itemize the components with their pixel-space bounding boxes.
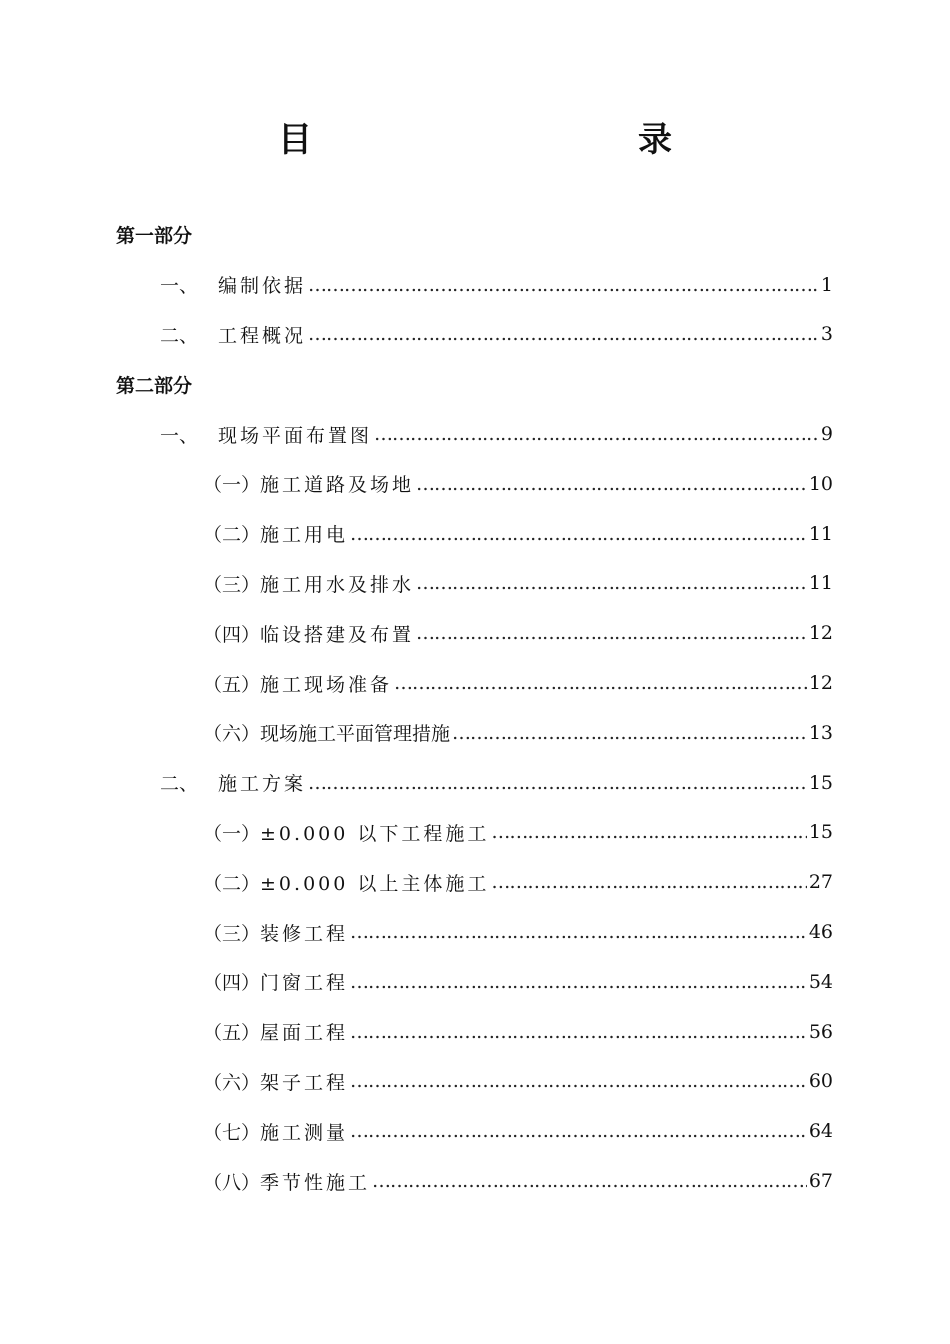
toc-entry[interactable] xyxy=(0,1106,950,1156)
toc-entry-title: 施工测量 xyxy=(260,1121,349,1144)
toc-entry-page: 13 xyxy=(808,721,833,744)
toc-dot-leader xyxy=(416,473,807,495)
toc-entry-number: （六） xyxy=(203,723,261,746)
toc-entry-number: （四） xyxy=(203,623,261,646)
toc-entry-title: ±0.000 以下工程施工 xyxy=(260,822,490,845)
toc-entry-title: 季节性施工 xyxy=(260,1171,371,1194)
toc-entry-number: （五） xyxy=(203,673,261,696)
toc-entry-page: 15 xyxy=(808,821,833,844)
toc-entry-title: 门窗工程 xyxy=(260,972,349,995)
toc-dot-leader xyxy=(350,971,807,993)
toc-entry-page: 15 xyxy=(808,771,833,794)
toc-entry[interactable] xyxy=(0,808,950,858)
toc-entry[interactable] xyxy=(0,310,950,360)
toc-entry-page: 56 xyxy=(808,1020,833,1043)
toc-entry[interactable] xyxy=(0,1156,950,1206)
toc-entry-title: 施工现场准备 xyxy=(260,673,393,696)
toc-entry-page: 11 xyxy=(808,522,833,545)
toc-entry-title: 施工方案 xyxy=(218,773,307,796)
toc-entry-page: 9 xyxy=(820,423,833,446)
toc-entry[interactable] xyxy=(0,907,950,957)
toc-entry-title: 编制依据 xyxy=(218,275,307,298)
toc-dot-leader xyxy=(350,523,807,545)
toc-entry-number: （二） xyxy=(203,872,261,895)
toc-entry-page: 60 xyxy=(808,1070,833,1093)
toc-entry[interactable] xyxy=(0,1057,950,1107)
toc-entry-number: （八） xyxy=(203,1171,261,1194)
toc-entry-title: ±0.000 以上主体施工 xyxy=(260,872,490,895)
toc-entry-number: 二、 xyxy=(160,773,199,796)
toc-dot-leader xyxy=(416,572,807,594)
toc-entry[interactable] xyxy=(0,758,950,808)
toc-entry-title: 现场施工平面管理措施 xyxy=(260,723,451,746)
toc-entry-page: 10 xyxy=(808,472,833,495)
toc-entry-title: 施工用电 xyxy=(260,524,349,547)
toc-entry-title: 装修工程 xyxy=(260,922,349,945)
toc-dot-leader xyxy=(491,821,806,843)
toc-dot-leader xyxy=(350,921,807,943)
toc-dot-leader xyxy=(350,1021,807,1043)
toc-entry-page: 3 xyxy=(820,323,833,346)
toc-part-heading: 第一部分 xyxy=(116,225,193,248)
toc-entry-title: 现场平面布置图 xyxy=(218,424,373,447)
toc-entry-title: 施工道路及场地 xyxy=(260,474,415,497)
toc-entry-number: 一、 xyxy=(160,424,199,447)
toc-dot-leader xyxy=(308,274,819,296)
toc-entry-title: 临设搭建及布置 xyxy=(260,623,415,646)
toc-entry-title: 工程概况 xyxy=(218,324,307,347)
toc-entry-page: 67 xyxy=(808,1170,833,1193)
toc-dot-leader xyxy=(308,323,819,345)
toc-entry[interactable] xyxy=(0,409,950,459)
toc-entry[interactable] xyxy=(0,857,950,907)
toc-dot-leader xyxy=(350,1120,807,1142)
toc-entry-number: （二） xyxy=(203,524,261,547)
toc-dot-leader xyxy=(452,722,807,744)
toc-entry-page: 64 xyxy=(808,1120,833,1143)
toc-entry-number: （七） xyxy=(203,1121,261,1144)
toc-entry[interactable] xyxy=(0,260,950,310)
toc-dot-leader xyxy=(416,622,807,644)
toc-entry-title: 屋面工程 xyxy=(260,1022,349,1045)
toc-entry[interactable] xyxy=(0,608,950,658)
toc-entry-number: （五） xyxy=(203,1022,261,1045)
toc-dot-leader xyxy=(308,772,807,794)
toc-entry-number: （三） xyxy=(203,922,261,945)
toc-entry-number: （四） xyxy=(203,972,261,995)
toc-dot-leader xyxy=(350,1070,807,1092)
toc-entry[interactable] xyxy=(0,559,950,609)
toc-entry-page: 46 xyxy=(808,921,833,944)
table-of-contents xyxy=(0,210,950,1206)
toc-entry-number: （一） xyxy=(203,822,261,845)
toc-entry-page: 27 xyxy=(808,871,833,894)
toc-entry[interactable] xyxy=(0,708,950,758)
toc-dot-leader xyxy=(374,423,819,445)
toc-entry-number: （三） xyxy=(203,573,261,596)
toc-entry[interactable] xyxy=(0,459,950,509)
toc-entry-title: 架子工程 xyxy=(260,1071,349,1094)
toc-dot-leader xyxy=(394,672,807,694)
toc-entry[interactable] xyxy=(0,509,950,559)
toc-entry-title: 施工用水及排水 xyxy=(260,573,415,596)
toc-entry-number: 二、 xyxy=(160,324,199,347)
toc-entry-number: （一） xyxy=(203,474,261,497)
toc-entry-page: 11 xyxy=(808,572,833,595)
page-title: 目 录 xyxy=(278,120,758,160)
toc-part-heading: 第二部分 xyxy=(116,374,193,397)
toc-dot-leader xyxy=(372,1170,807,1192)
toc-entry[interactable] xyxy=(0,1007,950,1057)
toc-dot-leader xyxy=(491,871,806,893)
toc-entry-number: （六） xyxy=(203,1071,261,1094)
toc-entry-page: 12 xyxy=(808,622,833,645)
toc-entry-number: 一、 xyxy=(160,275,199,298)
toc-entry[interactable] xyxy=(0,658,950,708)
toc-entry-page: 1 xyxy=(820,273,833,296)
toc-entry-page: 54 xyxy=(808,970,833,993)
toc-entry[interactable] xyxy=(0,957,950,1007)
toc-entry-page: 12 xyxy=(808,672,833,695)
